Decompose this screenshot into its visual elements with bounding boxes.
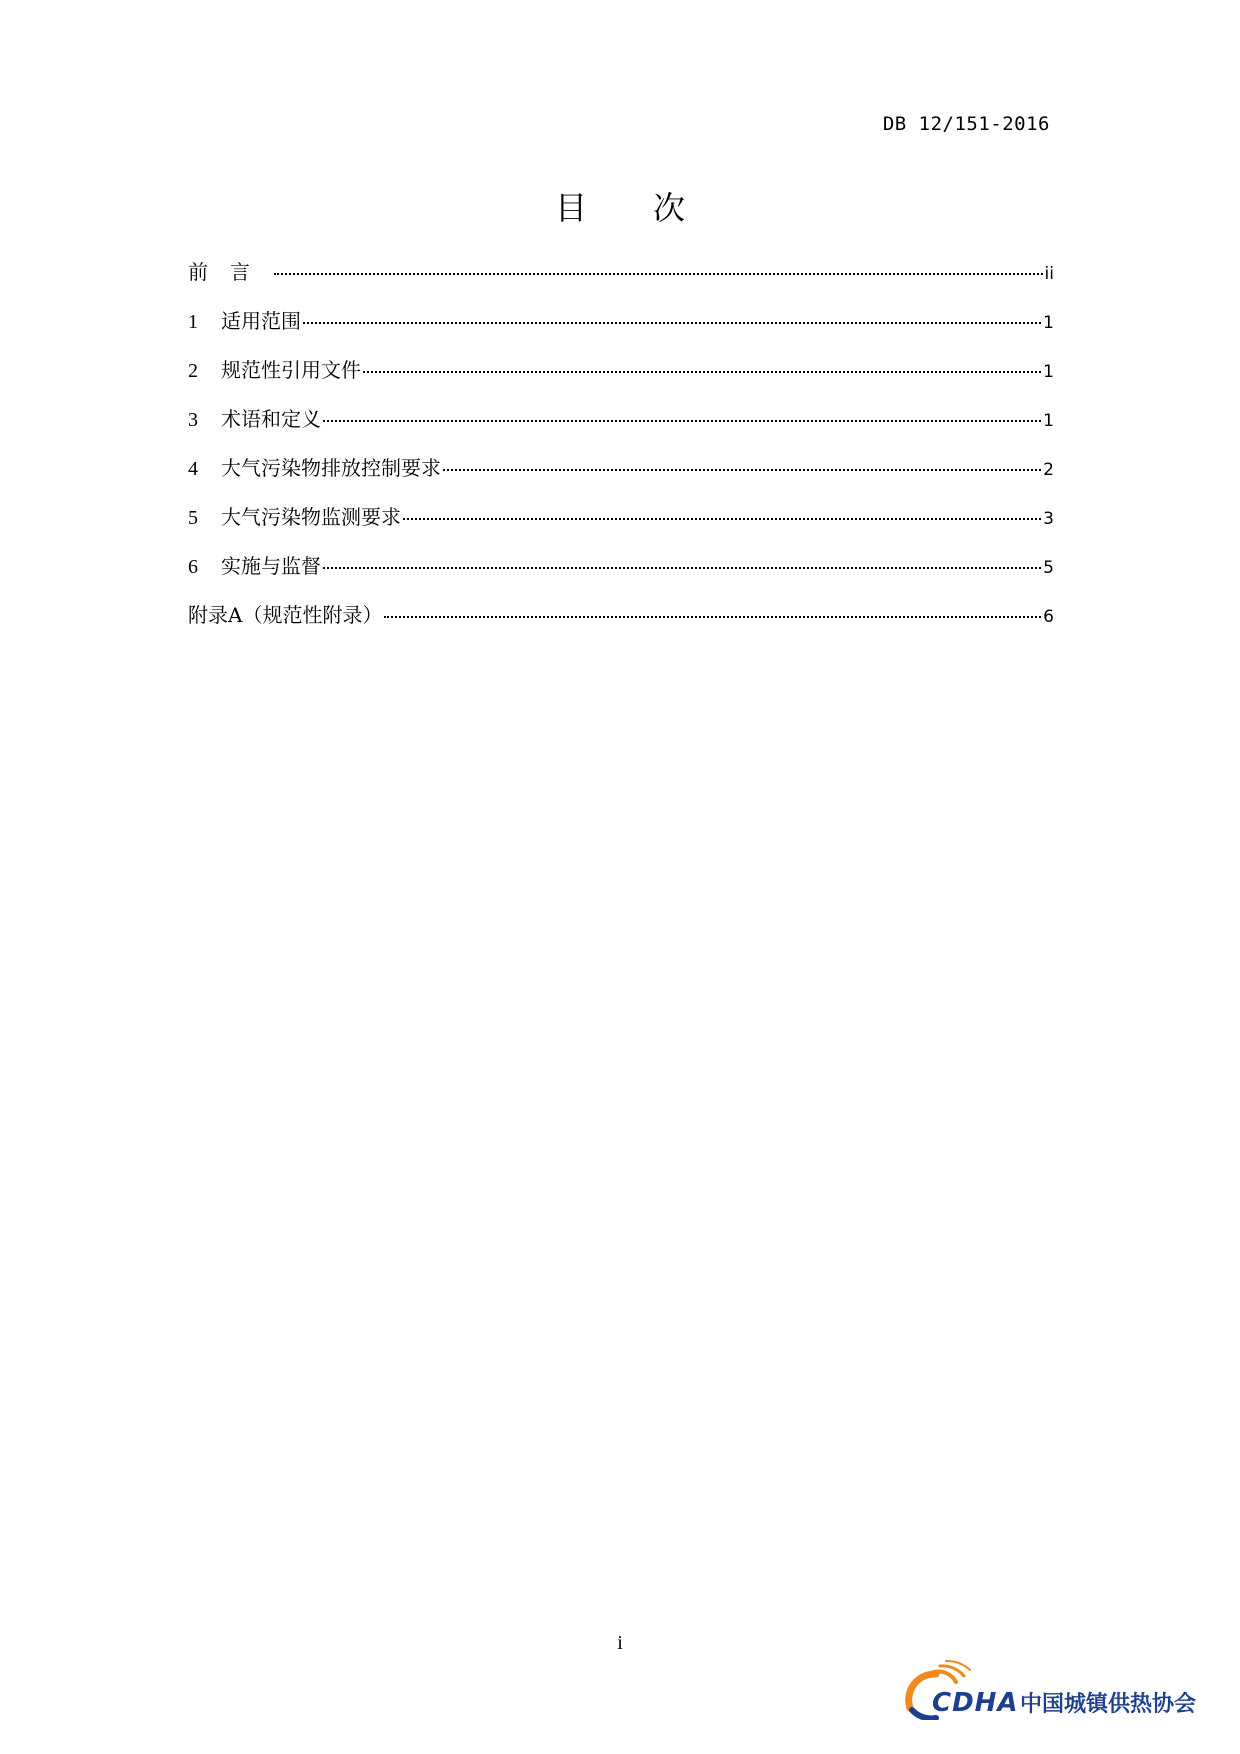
document-code: DB 12/151-2016 [882,113,1050,135]
cdha-logo-mark [902,1660,1019,1720]
toc-entry-label: 附录A（规范性附录） [188,603,383,627]
toc-entry-3[interactable] [188,404,1054,453]
toc-entry-number: 4 [188,458,198,480]
toc-entry-label: 实施与监督 [221,554,321,578]
logo-letters: CDHA [932,1688,1019,1718]
table-of-contents [188,257,1054,649]
toc-entry-label: 大气污染物监测要求 [221,505,401,529]
toc-entry-label: 前言 [188,260,272,284]
toc-entry-page: 6 [1043,607,1054,627]
toc-entry-label: 规范性引用文件 [221,358,361,382]
toc-entry-label: 大气污染物排放控制要求 [221,456,441,480]
toc-entry-page: 5 [1043,558,1054,578]
toc-entry-page: 2 [1043,460,1054,480]
toc-entry-page: 3 [1043,509,1054,529]
organization-name: 中国城镇供热协会 [1020,1691,1197,1717]
toc-leader [384,616,1041,618]
toc-entry-5[interactable] [188,502,1054,551]
toc-leader [323,420,1041,422]
toc-entry-2[interactable] [188,355,1054,404]
toc-leader [274,273,1043,275]
toc-leader [403,518,1041,520]
toc-entry-page: 1 [1043,362,1054,382]
page-number: i [617,1632,623,1654]
organization-logo [902,1660,1222,1720]
toc-leader [303,322,1041,324]
toc-entry-number: 3 [188,409,198,431]
toc-leader [363,371,1041,373]
toc-entry-page: 1 [1043,313,1054,333]
toc-entry-number: 6 [188,556,198,578]
toc-entry-label: 术语和定义 [221,407,321,431]
toc-entry-page: ii [1044,264,1054,284]
toc-entry-number: 5 [188,507,198,529]
toc-leader [323,567,1041,569]
page-title: 目次 [554,189,751,227]
toc-entry-appendix-a[interactable] [188,600,1054,649]
toc-entry-1[interactable] [188,306,1054,355]
toc-entry-6[interactable] [188,551,1054,600]
toc-leader [443,469,1041,471]
toc-entry-foreword[interactable] [188,257,1054,306]
toc-entry-page: 1 [1043,411,1054,431]
toc-entry-4[interactable] [188,453,1054,502]
toc-entry-number: 2 [188,360,198,382]
toc-entry-number: 1 [188,311,198,333]
toc-entry-label: 适用范围 [221,309,301,333]
